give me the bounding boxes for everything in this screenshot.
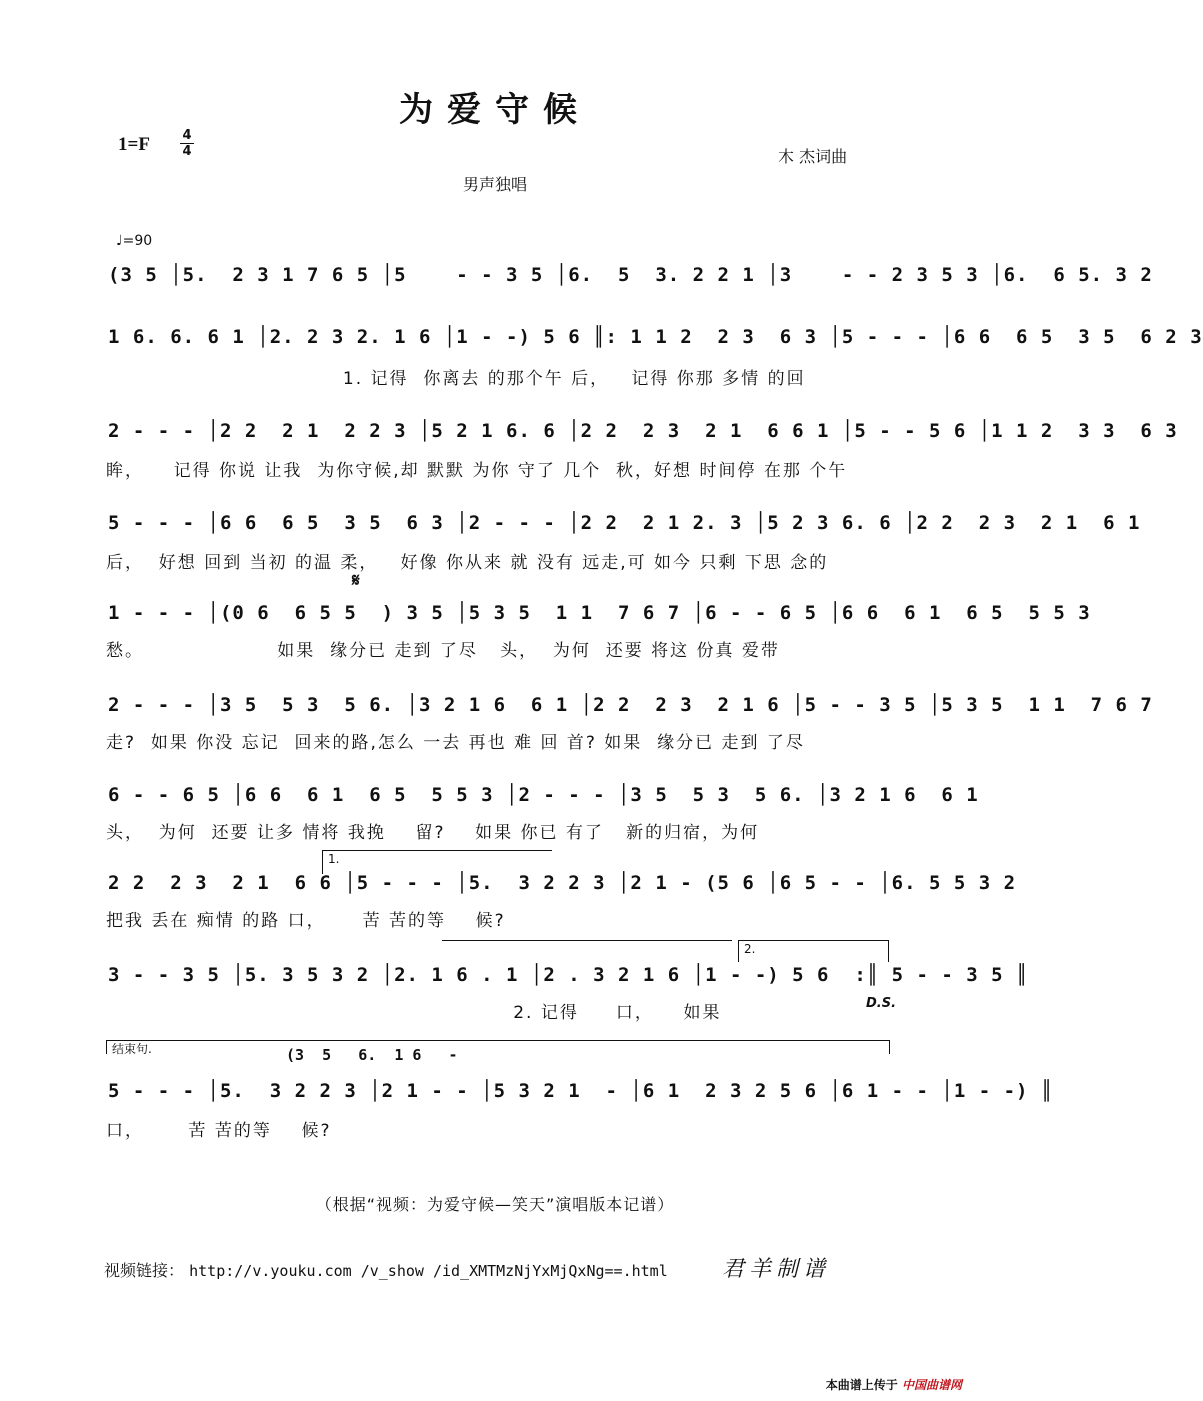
upload-text: 本曲谱上传于 [825,1378,898,1392]
upload-credit [826,1376,962,1393]
volta-2-tick-left [738,940,739,962]
notation-line-1: (3 5 │5. 2 3 1 7 6 5 │5 - - 3 5 │6. 5 3. 2 2 1 │3 - - 2 3 5 3 │6. 6 5. 3 2 [108,264,1153,286]
lyrics-line-5: 愁。 如果 缘分已 走到 了尽 头， 为何 还要 将这 份真 爱带 [106,641,780,661]
video-link-label: 视频链接： [104,1261,185,1280]
notation-line-8: 2 2 2 3 2 1 6 6 │5 - - - │5. 3 2 2 3 │2 1 - (5 6 │6 5 - - │6. 5 5 3 2 [108,872,1017,894]
lyrics-line-2: 1. 记得 你离去 的那个午 后， 记得 你那 多情 的回 [106,369,806,389]
video-link[interactable]: http://v.youku.com /v_show /id_XMTMzNjYxMjQxNg==.html [189,1262,668,1280]
notation-line-10: 5 - - - │5. 3 2 2 3 │2 1 - - │5 3 2 1 - │6 1 2 3 2 5 6 │6 1 - - │1 - -) ║ [108,1080,1054,1102]
time-signature-bottom: 4 [180,143,194,159]
notation-line-2: 1 6. 6. 6 1 │2. 2 3 2. 1 6 │1 - -) 5 6 ║: 1 1 2 2 3 6 3 │5 - - - │6 6 6 5 3 5 6 2 3 [108,326,1203,348]
lyrics-line-8: 把我 丢在 痴情 的路 口， 苦 苦的等 候? [106,911,506,931]
ending-bracket-right [889,1040,890,1054]
lyrics-line-6: 走? 如果 你没 忘记 回来的路,怎么 一去 再也 难 回 首? 如果 缘分已 走到 了尽 [106,733,805,753]
composer: 木 杰词曲 [778,147,848,166]
tempo-marking: ♩=90 [116,233,153,249]
performer: 男声独唱 [462,175,527,194]
transcriber-signature: 君羊制谱 [722,1257,831,1282]
volta-1-continuation [442,940,732,941]
notation-line-3: 2 - - - │2 2 2 1 2 2 3 │5 2 1 6. 6 │2 2 2 3 2 1 6 6 1 │5 - - 5 6 │1 1 2 3 3 6 3 [108,420,1178,442]
ending-bracket-left [106,1040,107,1054]
lyrics-line-10: 口， 苦 苦的等 候? [106,1121,332,1141]
volta-1-tick [322,850,323,874]
time-signature [180,128,194,159]
lyrics-line-4: 后， 好想 回到 当初 的温 柔， 好像 你从来 就 没有 远走,可 如今 只剩 下思 念的 [106,553,829,573]
score-title: 为爱守候 [399,90,591,130]
volta-2-bracket [738,940,888,941]
video-link-line [104,1258,668,1281]
ending-label: 结束句. [112,1042,152,1056]
lyrics-line-7: 头， 为何 还要 让多 情将 我挽 留? 如果 你已 有了 新的归宿，为何 [106,823,760,843]
notation-line-9: 3 - - 3 5 │5. 3 5 3 2 │2. 1 6 . 1 │2 . 3 2 1 6 │1 - -) 5 6 :║ 5 - - 3 5 ║ [108,964,1029,986]
site-logo[interactable]: 中国曲谱网 [901,1378,962,1392]
notation-line-4: 5 - - - │6 6 6 5 3 5 6 3 │2 - - - │2 2 2 1 2. 3 │5 2 3 6. 6 │2 2 2 3 2 1 6 1 [108,512,1141,534]
ending-bracket [106,1040,890,1041]
segno-sign: 𝄋 [352,570,360,591]
ossia-notes: (3 5 6. 1 6 - [286,1046,458,1064]
notation-line-5: 1 - - - │(0 6 6 5 5 ) 3 5 │5 3 5 1 1 7 6 7 │6 - - 6 5 │6 6 6 1 6 5 5 5 3 [108,602,1091,624]
notation-line-7: 6 - - 6 5 │6 6 6 1 6 5 5 5 3 │2 - - - │3 5 5 3 5 6. │3 2 1 6 6 1 [108,784,979,806]
key-signature: 1=F [118,134,150,155]
lyrics-line-9: 2. 记得 口， 如果 [106,1003,722,1023]
ds-marking: D.S. [866,996,897,1011]
volta-2-label: 2. [744,942,756,956]
volta-2-tick-right [888,940,889,962]
volta-1-label: 1. [328,852,340,866]
volta-1-bracket [322,850,552,851]
time-signature-top: 4 [182,128,192,143]
source-note: （根据“视频：为爱守候—笑天”演唱版本记谱） [315,1195,675,1214]
lyrics-line-3: 眸， 记得 你说 让我 为你守候,却 默默 为你 守了 几个 秋，好想 时间停 在那 个午 [106,461,848,481]
notation-line-6: 2 - - - │3 5 5 3 5 6. │3 2 1 6 6 1 │2 2 2 3 2 1 6 │5 - - 3 5 │5 3 5 1 1 7 6 7 [108,694,1153,716]
